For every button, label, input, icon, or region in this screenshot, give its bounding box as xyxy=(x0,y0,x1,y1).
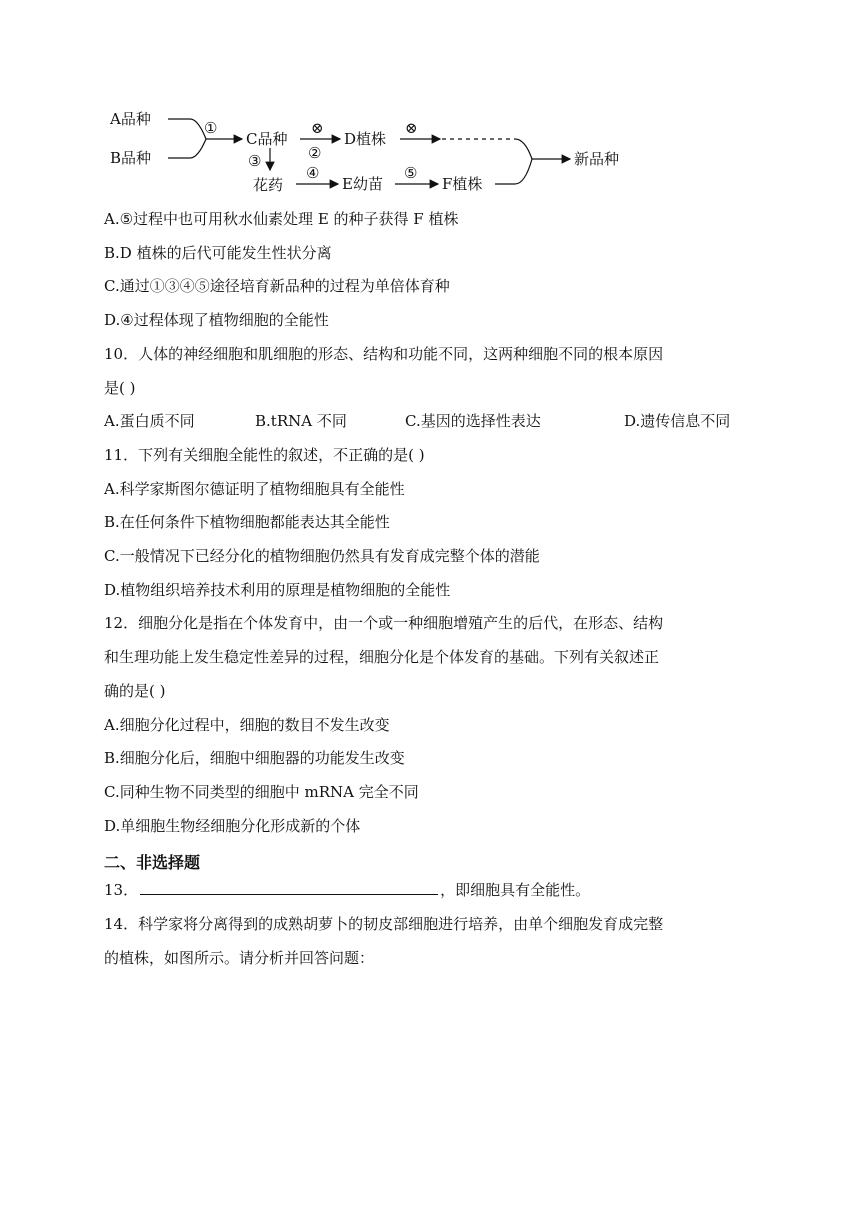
q14-line1: 14．科学家将分离得到的成熟胡萝卜的韧皮部细胞进行培养，由单个细胞发育成完整 xyxy=(104,915,664,933)
q13-prefix: 13． xyxy=(104,881,139,899)
q12-stem-line2: 和生理功能上发生稳定性差异的过程，细胞分化是个体发育的基础。下列有关叙述正 xyxy=(104,648,660,666)
q12-option-c: C.同种生物不同类型的细胞中 mRNA 完全不同 xyxy=(104,783,419,801)
q9-option-c: C.通过①③④⑤途径培育新品种的过程为单倍体育种 xyxy=(104,277,450,295)
a-to-c-line xyxy=(168,119,206,139)
q10-stem-line1: 10．人体的神经细胞和肌细胞的形态、结构和功能不同，这两种细胞不同的根本原因 xyxy=(104,345,664,363)
new-variety-label: 新品种 xyxy=(574,150,620,168)
q13-line xyxy=(104,880,590,900)
d-merge-line xyxy=(515,139,532,159)
q10-option-c: C.基因的选择性表达 xyxy=(405,412,541,430)
q9-option-b: B.D 植株的后代可能发生性状分离 xyxy=(104,244,332,262)
e-seedling-label: E幼苗 xyxy=(342,175,383,193)
f-plant-label: F植株 xyxy=(442,175,483,193)
breeding-flow-svg xyxy=(100,104,660,200)
step4-label: ④ xyxy=(306,164,320,182)
q10-stem-line2: 是( ) xyxy=(104,379,136,397)
step2-label: ② xyxy=(308,144,322,162)
q10-option-b: B.tRNA 不同 xyxy=(255,412,347,430)
q13-answer-blank[interactable] xyxy=(140,880,438,895)
q12-option-a: A.细胞分化过程中，细胞的数目不发生改变 xyxy=(104,716,390,734)
step3-label: ③ xyxy=(248,152,262,170)
section-heading: 二、非选择题 xyxy=(104,853,201,872)
step5-label: ⑤ xyxy=(404,164,418,182)
q12-option-b: B.细胞分化后，细胞中细胞器的功能发生改变 xyxy=(104,749,405,767)
q11-option-d: D.植物组织培养技术利用的原理是植物细胞的全能性 xyxy=(104,581,451,599)
q12-stem-line3: 确的是( ) xyxy=(104,682,166,700)
c-variety-label: C品种 xyxy=(246,130,288,148)
step1-label: ① xyxy=(204,119,218,137)
q11-option-c: C.一般情况下已经分化的植物细胞仍然具有发育成完整个体的潜能 xyxy=(104,547,540,565)
a-variety-label: A品种 xyxy=(110,110,151,128)
f-merge-line xyxy=(495,159,532,184)
b-to-c-line xyxy=(168,139,206,158)
q10-option-d: D.遗传信息不同 xyxy=(624,412,731,430)
q9-option-a: A.⑤过程中也可用秋水仙素处理 E 的种子获得 F 植株 xyxy=(104,210,459,228)
selfing-symbol-2: ⊗ xyxy=(405,119,418,137)
q13-suffix: ，即细胞具有全能性。 xyxy=(440,881,591,899)
q10-option-a: A.蛋白质不同 xyxy=(104,412,195,430)
q11-option-b: B.在任何条件下植物细胞都能表达其全能性 xyxy=(104,513,390,531)
q11-stem: 11．下列有关细胞全能性的叙述，不正确的是( ) xyxy=(104,446,425,464)
q14-line2: 的植株，如图所示。请分析并回答问题： xyxy=(104,949,375,967)
q11-option-a: A.科学家斯图尔德证明了植物细胞具有全能性 xyxy=(104,480,405,498)
b-variety-label: B品种 xyxy=(110,149,152,167)
selfing-symbol-1: ⊗ xyxy=(311,119,324,137)
q12-option-d: D.单细胞生物经细胞分化形成新的个体 xyxy=(104,817,361,835)
d-plant-label: D植株 xyxy=(344,130,387,148)
anther-label: 花药 xyxy=(253,176,284,194)
q9-option-d: D.④过程体现了植物细胞的全能性 xyxy=(104,311,329,329)
breeding-flow-diagram xyxy=(100,104,660,200)
q12-stem-line1: 12．细胞分化是指在个体发育中，由一个或一种细胞增殖产生的后代，在形态、结构 xyxy=(104,614,664,632)
